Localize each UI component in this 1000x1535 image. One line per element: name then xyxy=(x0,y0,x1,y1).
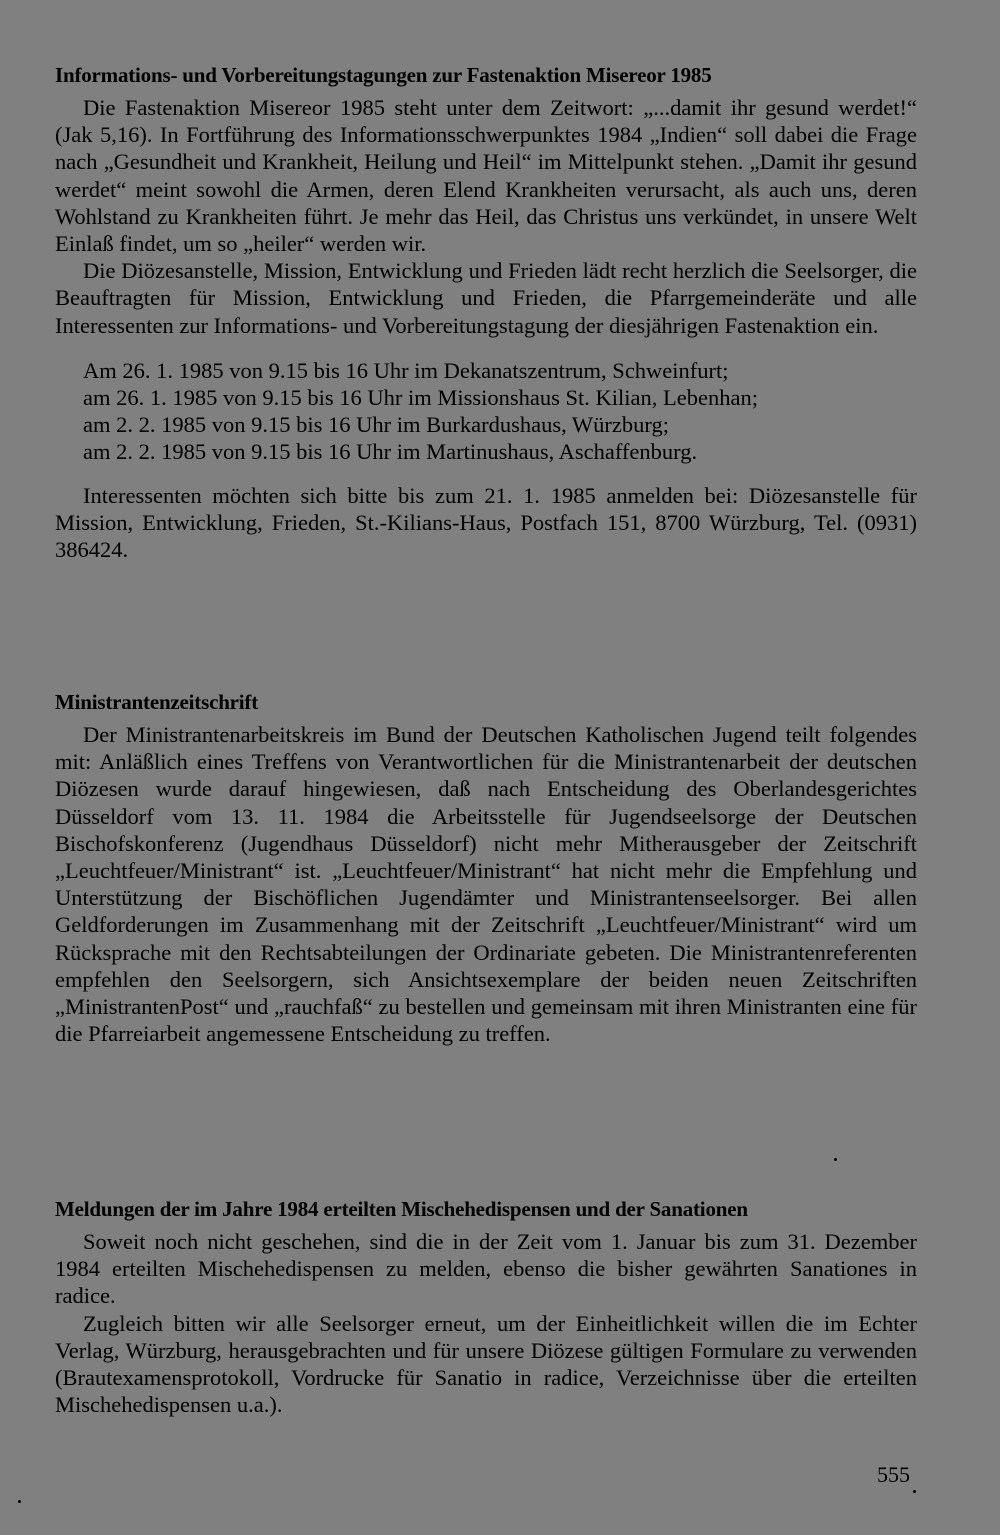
date-entry: am 2. 2. 1985 von 9.15 bis 16 Uhr im Martinushaus, Aschaffenburg. xyxy=(83,439,698,465)
body-paragraph: Soweit noch nicht geschehen, sind die in der Zeit vom 1. Januar bis zum 31. Dezember 1984 erteilten Mischehedispensen zu melden, ebenso die bisher gewährten Sanationes in radice. xyxy=(55,1229,917,1309)
body-paragraph: Zugleich bitten wir alle Seelsorger erneut, um der Einheitlichkeit willen die im Echter Verlag, Würzburg, herausgebrachten und für unsere Diözese gültigen Formulare zu verwenden (Brautexamensprotokoll, Vordrucke für Sanatio in radice, Verzeichnisse über die erteilten Mischehedispensen u.a.). xyxy=(55,1310,917,1418)
section-fastenaktion xyxy=(55,62,917,563)
date-entry: am 2. 2. 1985 von 9.15 bis 16 Uhr im Burkardushaus, Würzburg; xyxy=(83,412,669,438)
body-paragraph: Der Ministrantenarbeitskreis im Bund der Deutschen Katholischen Jugend teilt folgendes mit: Anläßlich eines Treffens von Verantwortlichen für die Ministrantenarbeit der deutschen Diözesen wurde darauf hingewiesen, daß nach Entscheidung des Oberlandesgerichtes Düsseldorf vom 13. 11. 1984 die Arbeitsstelle für Jugendseelsorge der Deutschen Bischofskonferenz (Jugendhaus Düsseldorf) nicht mehr Mitherausgeber der Zeitschrift „Leuchtfeuer/Ministrant“ ist. „Leuchtfeuer/Ministrant“ hat nicht mehr die Empfehlung und Unterstützung der Bischöflichen Jugendämter und Ministrantenseelsorger. Bei allen Geldforderungen im Zusammenhang mit der Zeitschrift „Leuchtfeuer/Ministrant“ wird um Rücksprache mit den Rechtsabteilungen der Ordinariate gebeten. Die Ministrantenreferenten empfehlen den Seelsorgern, sich Ansichtsexemplare der beiden neuen Zeitschriften „MinistrantenPost“ und „rauchfaß“ zu bestellen und gemeinsam mit ihren Ministranten eine für die Pfarreiarbeit angemessene Entscheidung zu treffen. xyxy=(55,722,917,1047)
body-paragraph: Die Fastenaktion Misereor 1985 steht unter dem Zeitwort: „...damit ihr gesund werdet!“ (Jak 5,16). In Fortführung des Informationsschwerpunktes 1984 „Indien“ soll dabei die Frage nach „Gesundheit und Krankheit, Heilung und Heil“ im Mittelpunkt stehen. „Damit ihr gesund werdet“ meint sowohl die Armen, deren Elend Krankheiten verursacht, als auch uns, deren Wohlstand zu Krankheiten führt. Je mehr das Heil, das Christus uns verkündet, in unsere Welt Einlaß findet, um so „heiler“ werden wir. xyxy=(55,95,917,257)
page-number: 555 xyxy=(877,1462,910,1487)
registration-paragraph: Interessenten möchten sich bitte bis zum 21. 1. 1985 anmelden bei: Diözesanstelle für Mission, Entwicklung, Frieden, St.-Kilians-Haus, Postfach 151, 8700 Würzburg, Tel. (0931) 386424. xyxy=(55,482,917,563)
date-entry: am 26. 1. 1985 von 9.15 bis 16 Uhr im Missionshaus St. Kilian, Lebenhan; xyxy=(83,385,758,411)
section-heading: Informations- und Vorbereitungstagungen zur Fastenaktion Misereor 1985 xyxy=(55,63,712,87)
date-entry: Am 26. 1. 1985 von 9.15 bis 16 Uhr im Dekanatszentrum, Schweinfurt; xyxy=(83,357,729,383)
dates-list xyxy=(83,357,917,466)
section-ministrantenzeitschrift xyxy=(55,689,917,1047)
body-paragraph: Die Diözesanstelle, Mission, Entwicklung und Frieden lädt recht herzlich die Seelsorger, die Beauftragten für Mission, Entwicklung und Frieden, die Pfarrgemeinderäte und alle Interessenten zur Informations- und Vorbereitungstagung der diesjährigen Fastenaktion ein. xyxy=(55,258,917,338)
section-heading: Ministrantenzeitschrift xyxy=(55,690,259,714)
scan-speck xyxy=(834,1158,837,1161)
scan-speck xyxy=(18,1500,21,1503)
section-heading: Meldungen der im Jahre 1984 erteilten Mischehedispensen und der Sanationen xyxy=(55,1197,748,1221)
section-mischehedispensen xyxy=(55,1196,917,1418)
scan-speck xyxy=(913,1490,916,1493)
